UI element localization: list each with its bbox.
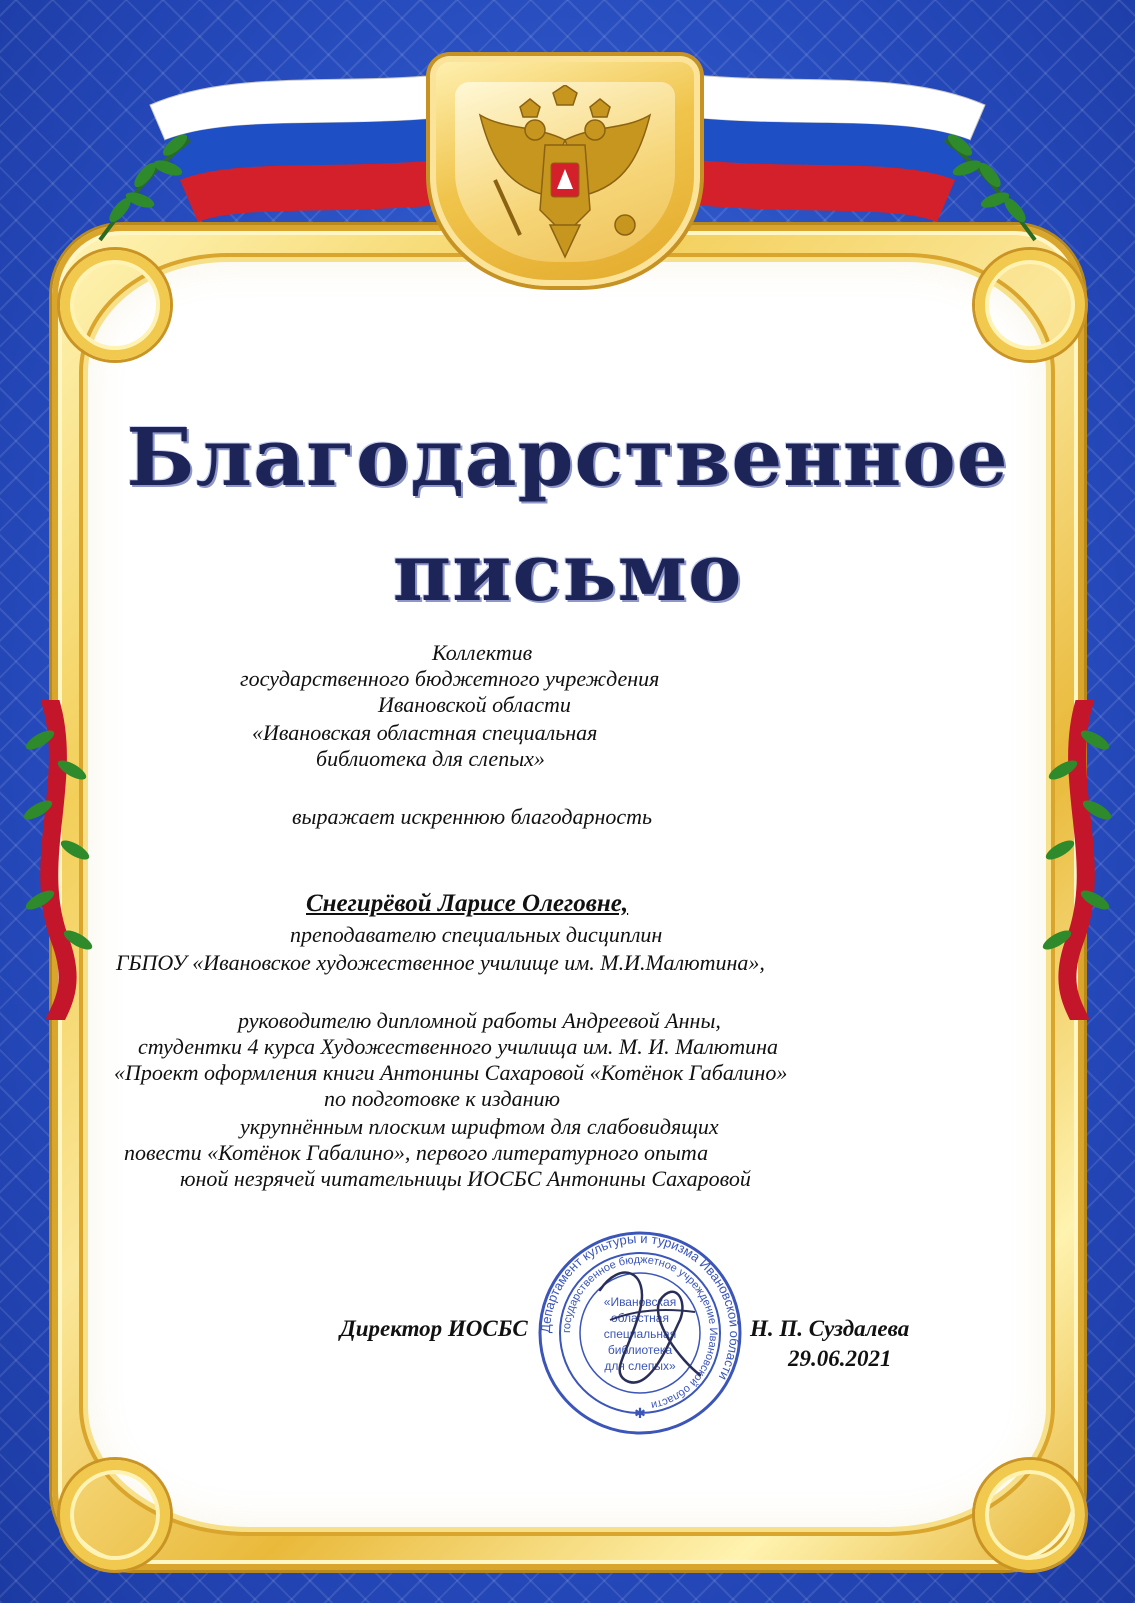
recipient-name: Снегирёвой Ларисе Олеговне, (306, 890, 629, 917)
laurel-branch-right-icon (935, 130, 1045, 250)
ornament-scroll-icon (975, 1460, 1085, 1570)
stamp-center-line-5: для слепых» (604, 1359, 676, 1373)
stamp-center-line-2: областная (611, 1311, 669, 1325)
reason-line-7: юной незрячей читательницы ИОСБС Антонины Сахаровой (180, 1166, 751, 1191)
laurel-branch-left-icon (90, 130, 200, 250)
signature-name: Н. П. Суздалева (750, 1316, 910, 1341)
stamp-center-line-4: библиотека (607, 1343, 673, 1357)
issuer-line-4: «Ивановская областная специальная (252, 720, 598, 745)
recipient-position: преподавателю специальных дисциплин (290, 922, 663, 947)
signature-date: 29.06.2021 (788, 1346, 892, 1371)
title-line-2: письмо (392, 525, 743, 619)
stamp-center-line-1: «Ивановская (603, 1295, 677, 1309)
signature-role: Директор ИОСБС (340, 1316, 528, 1341)
gratitude-text: выражает искреннюю благодарность (292, 804, 653, 829)
reason-line-5: укрупнённым плоским шрифтом для слабовидящих (240, 1114, 719, 1139)
reason-line-4: по подготовке к изданию (324, 1086, 561, 1111)
reason-line-1: руководителю дипломной работы Андреевой Анны, (238, 1008, 721, 1033)
recipient-organization: ГБПОУ «Ивановское художественное училище им. М.И.Малютина», (116, 950, 765, 975)
stamp-star-icon: ✱ (634, 1406, 646, 1422)
ornament-scroll-icon (60, 250, 170, 360)
ornament-scroll-icon (60, 1460, 170, 1570)
issuer-line-2: государственного бюджетного учреждения (240, 666, 660, 691)
reason-line-2: студентки 4 курса Художественного училища им. М. И. Малютина (138, 1034, 779, 1059)
ornament-scroll-icon (975, 250, 1085, 360)
title-line-1: Благодарственное (126, 410, 1009, 504)
issuer-line-5: библиотека для слепых» (316, 746, 545, 771)
stamp-middle-text: государственное бюджетное учреждение Ивановской области (560, 1253, 720, 1412)
issuer-line-3: Ивановской области (378, 692, 571, 717)
reason-line-3: «Проект оформления книги Антонины Сахаровой «Котёнок Габалино» (114, 1060, 788, 1085)
issuer-line-1: Коллектив (432, 640, 533, 665)
reason-line-6: повести «Котёнок Габалино», первого литературного опыта (124, 1140, 709, 1165)
double-headed-eagle-icon (465, 85, 665, 260)
laurel-ribbon-left-icon (20, 700, 100, 1020)
handwritten-signature (580, 1250, 720, 1400)
stamp-outer-text: Департамент культуры и туризма Ивановской области (537, 1230, 743, 1383)
laurel-ribbon-right-icon (1035, 700, 1115, 1020)
stamp-center-line-3: специальная (603, 1327, 677, 1341)
